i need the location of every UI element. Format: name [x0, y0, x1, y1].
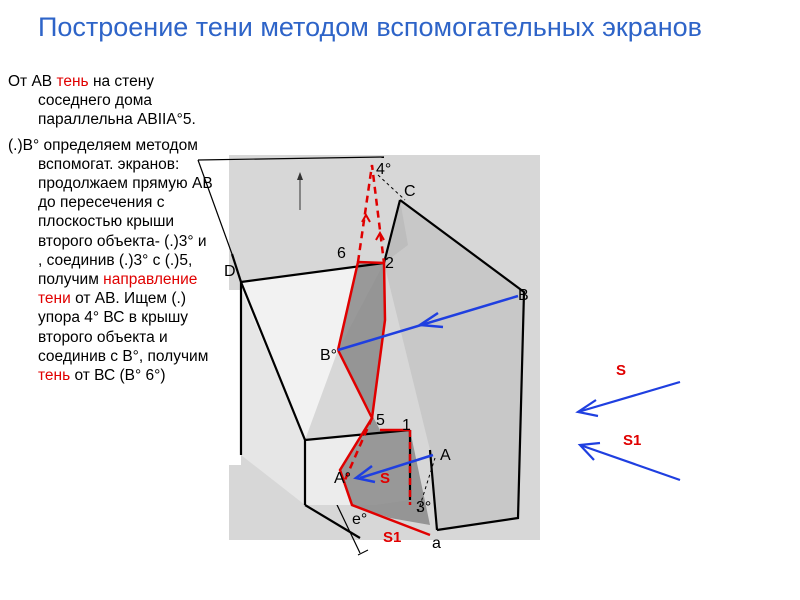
explanation-text — [8, 72, 213, 391]
paragraph-1 — [8, 72, 213, 130]
arrow-label-s1: S1 — [623, 432, 642, 449]
label-d: D — [224, 263, 236, 280]
background-gap — [229, 290, 241, 465]
label-2: 2 — [385, 255, 394, 272]
label-1: 1 — [402, 417, 411, 434]
paragraph-1-highlight: тень — [56, 73, 89, 90]
label-6: 6 — [337, 245, 346, 262]
label-a-upper: A — [440, 447, 451, 464]
frame-line-left — [198, 160, 232, 254]
paragraph-1-text-end: на стену соседнего дома параллельна АВIIА°5. — [38, 73, 196, 129]
paragraph-2-text-middle: от АВ. Ищем (.) упора 4° ВС в крышу второго объекта и соединив с В°, получим — [38, 290, 209, 365]
label-b: B — [518, 287, 529, 304]
paragraph-2-highlight-direction: направление тени — [38, 271, 198, 308]
arrow-s-line — [578, 382, 680, 412]
label-s-diagram: S — [380, 470, 391, 487]
label-a-zero: A° — [334, 470, 352, 487]
paragraph-2 — [8, 136, 213, 386]
label-5: 5 — [376, 412, 385, 429]
label-s1-diagram: S1 — [383, 529, 402, 546]
arrow-label-s: S — [616, 362, 627, 379]
paragraph-1-text: От АВ — [8, 73, 57, 90]
shadow-construction-diagram — [195, 148, 555, 558]
paragraph-2-highlight-shadow: тень — [38, 367, 71, 385]
label-c: C — [404, 183, 416, 200]
label-3: 3° — [416, 499, 432, 516]
paragraph-2-text: (.)В° определяем методом вспомогат. экранов: продолжаем прямую АВ до пересечения с плоскостью крыши второго объекта- (.)3° и , соединив (.)3° с (.)5, получим — [8, 136, 213, 289]
page-title: Построение тени методом вспомогательных экранов — [37, 12, 703, 42]
label-a-lower: a — [432, 535, 441, 552]
light-direction-arrows — [560, 360, 690, 490]
arrow-s1-line — [580, 445, 680, 480]
label-4: 4° — [376, 161, 392, 178]
label-b-zero: B° — [320, 347, 338, 364]
paragraph-2-text-end: от ВС (В° 6°) — [70, 367, 166, 385]
label-e-zero: e° — [352, 511, 368, 528]
